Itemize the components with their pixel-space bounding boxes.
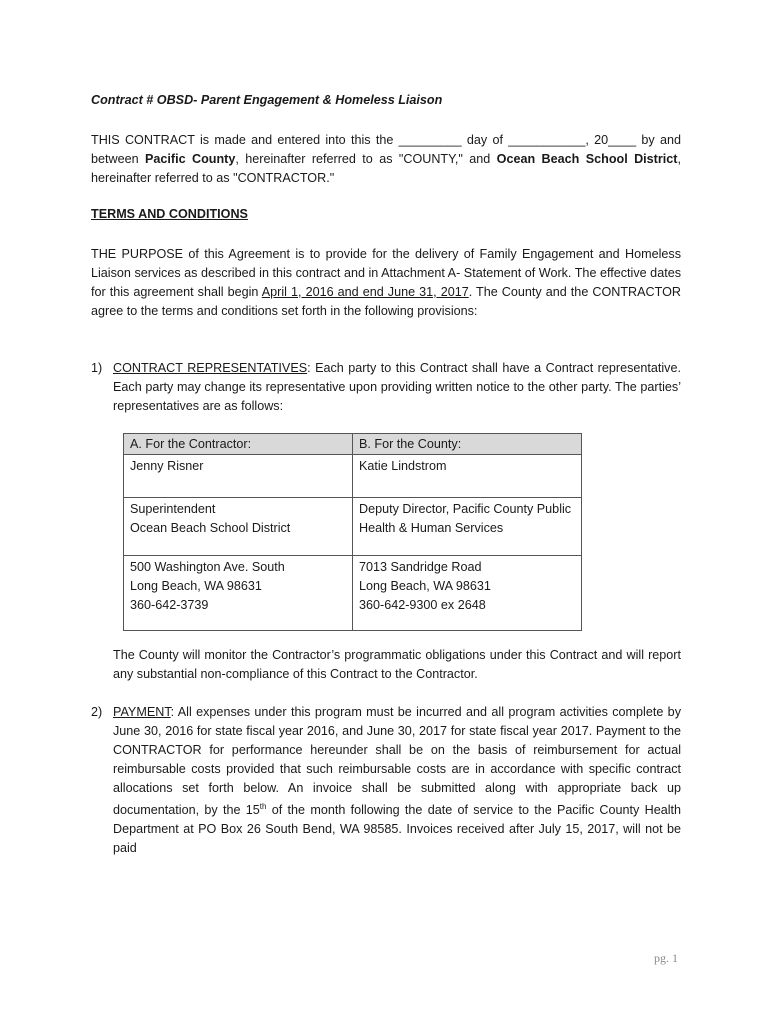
contractor-rep-address [124, 556, 353, 631]
county-header: B. For the County: [353, 434, 582, 455]
representatives-table [123, 433, 582, 631]
table-row [124, 498, 582, 556]
county-title-line-1: Deputy Director, Pacific County Public [359, 502, 572, 516]
section-1-text: : Each party to this Contract shall have a Contract representative. Each party may change its representative upon providing written notice to the other party. The parties’ representatives are as follows: [113, 361, 681, 413]
contractor-name: Ocean Beach School District [496, 151, 678, 166]
table-row [124, 556, 582, 631]
contractor-title-line-2: Ocean Beach School District [130, 521, 291, 535]
ordinal-suffix: th [259, 801, 267, 811]
table-row [124, 455, 582, 498]
county-title-line-2: Health & Human Services [359, 521, 504, 535]
page-number: pg. 1 [654, 951, 678, 965]
contractor-header: A. For the Contractor: [124, 434, 353, 455]
county-rep-name: Katie Lindstrom [353, 455, 582, 498]
county-rep-title [353, 498, 582, 556]
section-1-heading: CONTRACT REPRESENTATIVES [113, 361, 308, 375]
effective-dates: April 1, 2016 and end June 31, 2017 [261, 284, 469, 299]
table-row [124, 434, 582, 455]
county-address-line-2: Long Beach, WA 98631 [359, 579, 491, 593]
intro-text-3: , hereinafter referred to as "CONTRACTOR." [91, 151, 681, 185]
contract-title: Contract # OBSD- Parent Engagement & Homeless Liaison [91, 93, 443, 107]
contractor-address-line-1: 500 Washington Ave. South [130, 560, 285, 574]
county-phone: 360-642-9300 ex 2648 [359, 598, 486, 612]
section-2-heading: PAYMENT [113, 705, 171, 719]
section-2-text-1: : All expenses under this program must be incurred and all program activities complete by June 30, 2016 for state fiscal year 2016, and June 30, 2017 for state fiscal year 2017. Payment to the CONTRACTOR for performance hereunder shall be on the basis of reimbursement for actual reimbursable costs provided that such reimbursable costs are in accordance with specific contract allocations set forth below. An invoice shall be submitted along with appropriate back up documentation, by the 15 [113, 705, 681, 817]
purpose-text-2: . The County and the CONTRACTOR agree to the terms and conditions set forth in the following provisions: [91, 284, 681, 318]
section-1-number: 1) [91, 361, 103, 375]
monitor-paragraph: The County will monitor the Contractor’s programmatic obligations under this Contract and will report any substantial non-compliance of this Contract to the Contractor. [113, 648, 681, 681]
section-1-body [113, 359, 681, 416]
county-address-line-1: 7013 Sandridge Road [359, 560, 482, 574]
section-2-body [113, 703, 681, 857]
contractor-title-line-1: Superintendent [130, 502, 216, 516]
purpose-paragraph [91, 245, 681, 321]
section-2-number: 2) [91, 705, 103, 719]
contractor-rep-title [124, 498, 353, 556]
section-2-text-2: of the month following the date of service to the Pacific County Health Department at PO Box 26 South Bend, WA 98585. Invoices received after July 15, 2017, will not be paid [113, 802, 681, 855]
contractor-rep-name: Jenny Risner [124, 455, 353, 498]
county-name: Pacific County [145, 151, 236, 166]
county-rep-address [353, 556, 582, 631]
contractor-address-line-2: Long Beach, WA 98631 [130, 579, 262, 593]
contractor-phone: 360-642-3739 [130, 598, 209, 612]
purpose-text-1: THE PURPOSE of this Agreement is to provide for the delivery of Family Engagement and Homeless Liaison services as described in this contract and in Attachment A- Statement of Work. The effective dates for this agreement shall begin [91, 247, 681, 299]
intro-text-2: , hereinafter referred to as "COUNTY," and [235, 151, 497, 166]
terms-heading: TERMS AND CONDITIONS [91, 207, 248, 221]
intro-text-1: THIS CONTRACT is made and entered into this the _________ day of ___________, 20____ by and between [91, 133, 681, 166]
intro-paragraph [91, 131, 681, 188]
